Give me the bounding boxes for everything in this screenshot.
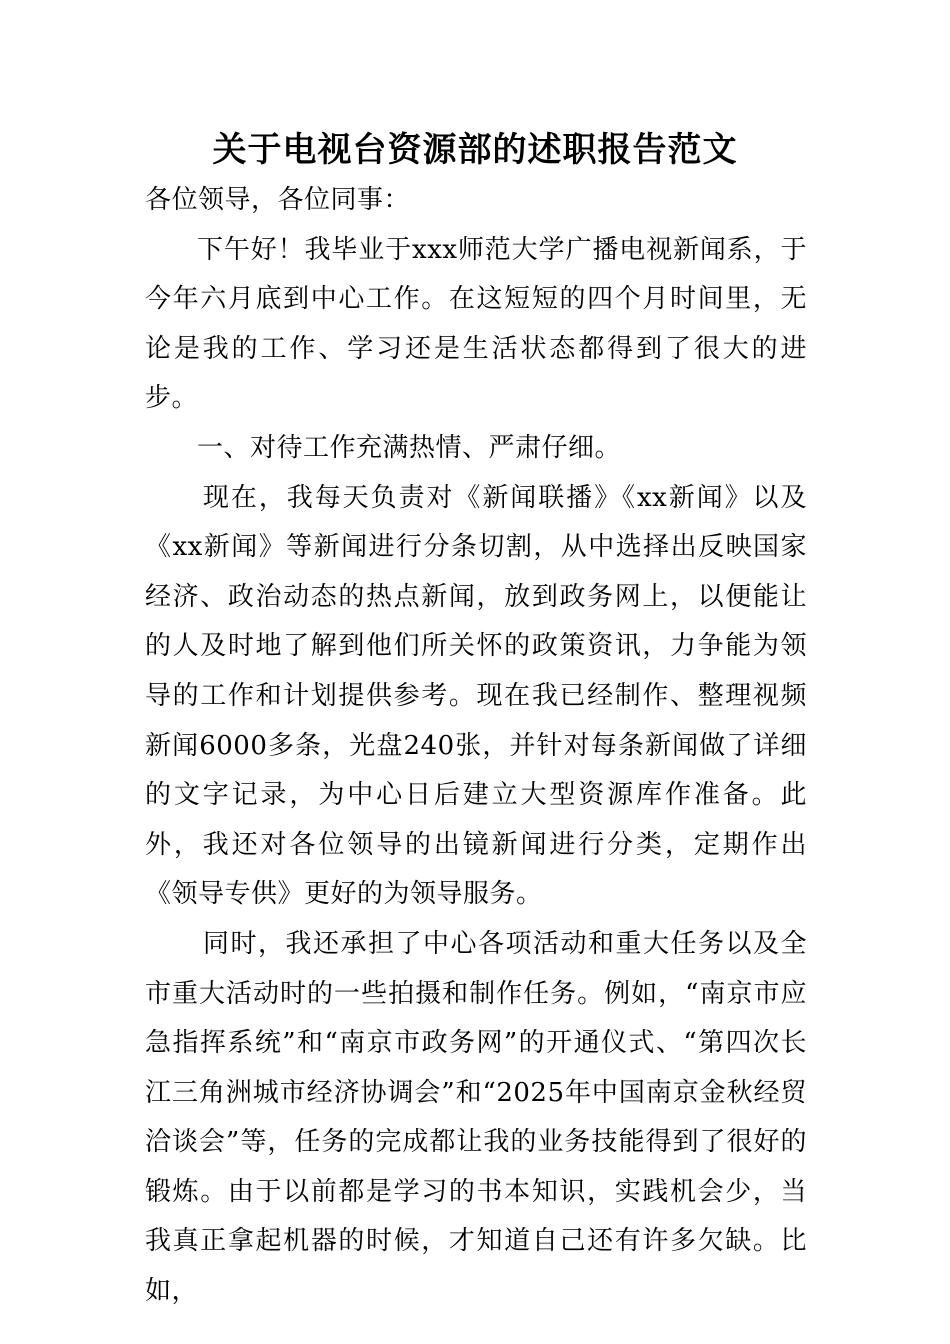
- body-paragraph: 下午好！我毕业于xxx师范大学广播电视新闻系，于今年六月底到中心工作。在这短短的四个月时间里，无论是我的工作、学习还是生活状态都得到了很大的进步。: [145, 234, 807, 414]
- document-title: 关于电视台资源部的述职报告范文: [212, 130, 738, 170]
- body-paragraph: 同时，我还承担了中心各项活动和重大任务以及全市重大活动时的一些拍摄和制作任务。例如，“南京市应急指挥系统”和“南京市政务网”的开通仪式、“第四次长江三角洲城市经济协调会”和“2025年中国南京金秋经贸洽谈会”等，任务的完成都让我的业务技能得到了很好的锻炼。由于以前都是学习的书本知识，实践机会少，当我真正拿起机器的时候，才知道自己还有许多欠缺。比如，: [145, 928, 807, 1307]
- salutation-paragraph: 各位领导，各位同事：: [145, 185, 411, 215]
- body-paragraph: 现在，我每天负责对《新闻联播》《xx新闻》以及《xx新闻》等新闻进行分条切割，从中选择出反映国家经济、政治动态的热点新闻，放到政务网上，以便能让的人及时地了解到他们所关怀的政策资讯，力争能为领导的工作和计划提供参考。现在我已经制作、整理视频新闻6000多条，光盘240张，并针对每条新闻做了详细的文字记录，为中心日后建立大型资源库作准备。此外，我还对各位领导的出镜新闻进行分类，定期作出《领导专供》更好的为领导服务。: [145, 482, 807, 910]
- document-body: [145, 176, 807, 1317]
- section-heading: 一、对待工作充满热情、严肃仔细。: [197, 432, 622, 463]
